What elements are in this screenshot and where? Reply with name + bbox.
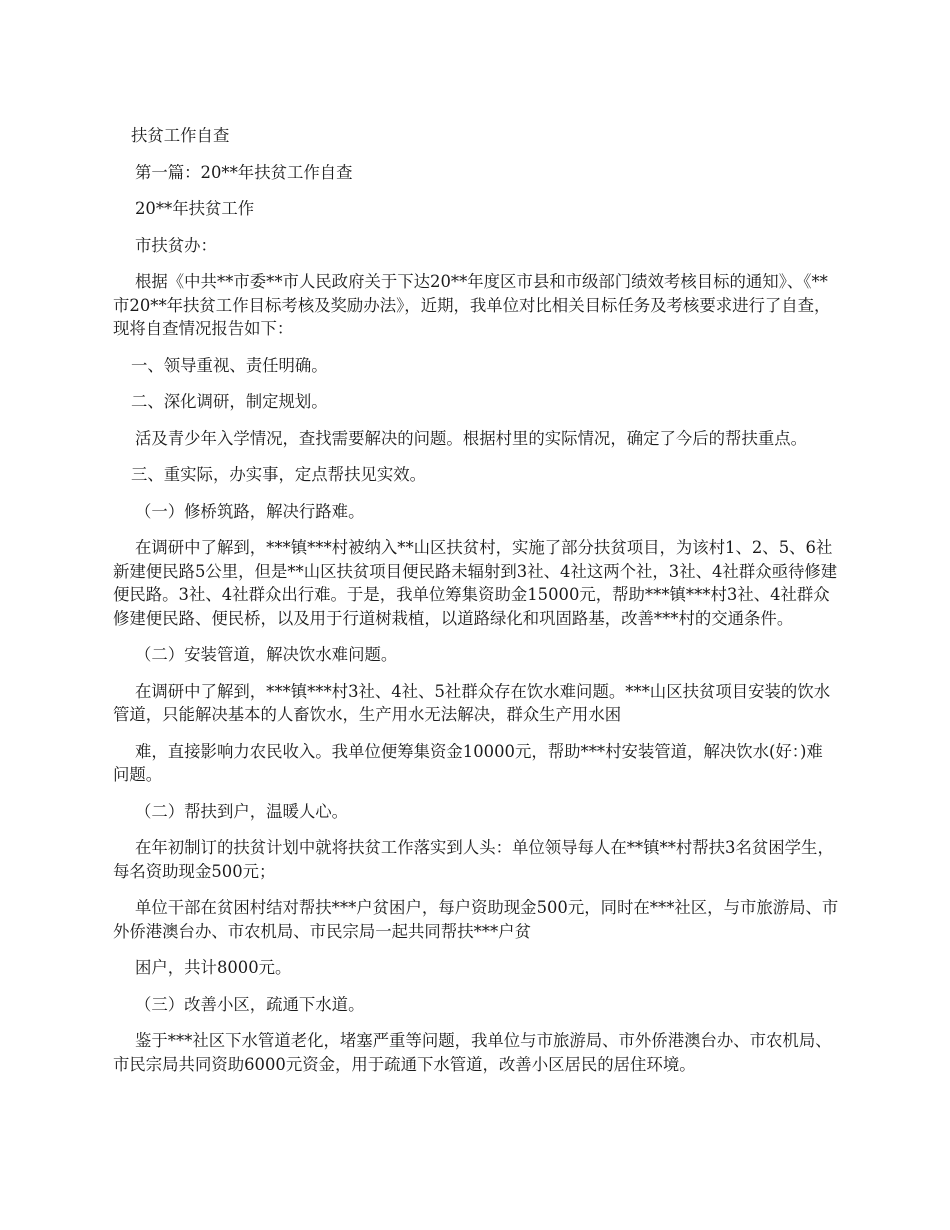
paragraph-households-2: 单位干部在贫困村结对帮扶***户贫困户，每户资助现金500元，同时在***社区，与市旅游局、市外侨港澳台办、市农机局、市民宗局一起共同帮扶***户贫 — [113, 898, 839, 941]
heading-two: 二、深化调研，制定规划。 — [131, 392, 328, 411]
paragraph-households-3: 困户，共计8000元。 — [135, 958, 292, 977]
heading-three: 三、重实际，办实事，定点帮扶见实效。 — [131, 465, 427, 484]
paragraph-research: 活及青少年入学情况，查找需要解决的问题。根据村里的实际情况，确定了今后的帮扶重点。 — [135, 428, 808, 448]
document-title: 扶贫工作自查 — [131, 126, 230, 145]
paragraph-intro: 根据《中共**市委**市人民政府关于下达20**年度区市县和市级部门绩效考核目标的通知》、《**市20**年扶贫工作目标考核及奖励办法》，近期，我单位对比相关目标任务及考核要求进行了自查，现将自查情况报告如下： — [113, 272, 831, 338]
addressee: 市扶贫办： — [135, 235, 217, 255]
paragraph-water-1: 在调研中了解到，***镇***村3社、4社、5社群众存在饮水难问题。***山区扶贫项目安装的饮水管道，只能解决基本的人畜饮水，生产用水无法解决，群众生产用水困 — [113, 681, 831, 724]
subheading-households: （二）帮扶到户，温暖人心。 — [135, 801, 349, 821]
paragraph-water-2: 难，直接影响力农民收入。我单位便筹集资金10000元，帮助***村安装管道，解决饮水(好：)难问题。 — [113, 741, 823, 784]
section-heading: 20**年扶贫工作 — [135, 199, 255, 218]
paragraph-roads: 在调研中了解到，***镇***村被纳入**山区扶贫村，实施了部分扶贫项目，为该村1、2、5、6社新建便民路5公里，但是**山区扶贫项目便民路未辐射到3社、4社这两个社，3社、4社群众亟待修建便民路。3社、4社群众出行难。于是，我单位筹集资助金15000元，帮助***镇***村3社、4社群众修建便民路、便民桥，以及用于行道树栽植，以道路绿化和巩固路基，改善***村的交通条件。 — [113, 538, 838, 628]
paragraph-households-1: 在年初制订的扶贫计划中就将扶贫工作落实到人头：单位领导每人在**镇**村帮扶3名贫困学生，每名资助现金500元； — [113, 838, 834, 881]
subheading-water: （二）安装管道，解决饮水难问题。 — [135, 645, 398, 664]
subheading-roads: （一）修桥筑路，解决行路难。 — [135, 501, 365, 521]
paragraph-sewer: 鉴于***社区下水管道老化，堵塞严重等问题，我单位与市旅游局、市外侨港澳台办、市农机局、市民宗局共同资助6000元资金，用于疏通下水管道，改善小区居民的居住环境。 — [113, 1031, 832, 1074]
document-body — [113, 124, 839, 1089]
chapter-heading: 第一篇：20**年扶贫工作自查 — [135, 162, 353, 182]
heading-one: 一、领导重视、责任明确。 — [131, 355, 328, 375]
subheading-sewer: （三）改善小区，疏通下水道。 — [135, 994, 365, 1014]
